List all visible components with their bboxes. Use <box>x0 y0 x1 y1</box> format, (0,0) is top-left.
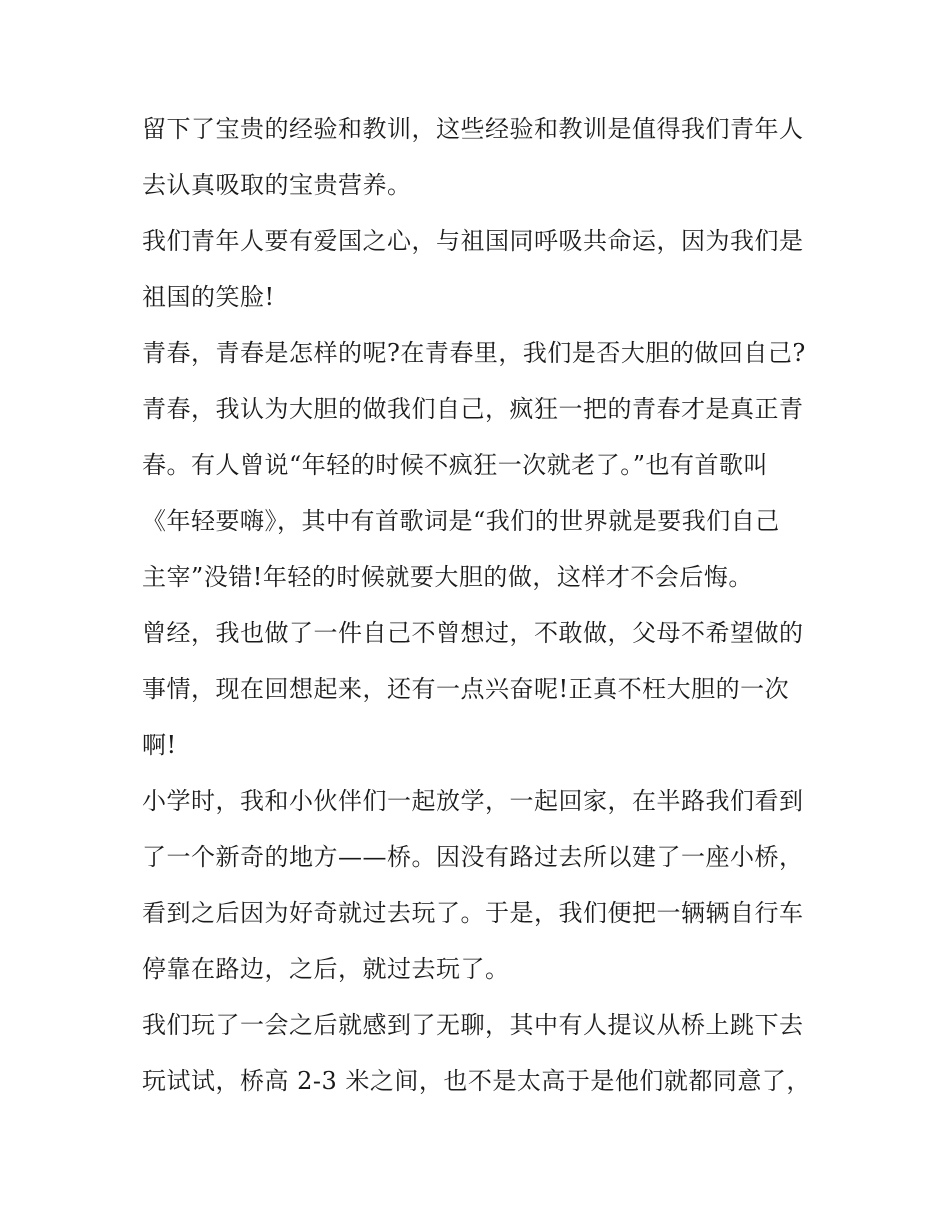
text-line: 了一个新奇的地方——桥。因没有路过去所以建了一座小桥， <box>142 843 804 871</box>
text-line: 啊! <box>142 731 177 759</box>
text-line: 看到之后因为好奇就过去玩了。于是，我们便把一辆辆自行车 <box>142 899 804 927</box>
text-line: 我们玩了一会之后就感到了无聊，其中有人提议从桥上跳下去 <box>142 1011 804 1039</box>
text-line: 祖国的笑脸! <box>142 283 275 311</box>
text-line: 青春，我认为大胆的做我们自己，疯狂一把的青春才是真正青 <box>142 395 804 423</box>
text-line: 玩试试，桥高 2-3 米之间，也不是太高于是他们就都同意了， <box>142 1067 811 1095</box>
text-line: 留下了宝贵的经验和教训，这些经验和教训是值得我们青年人 <box>142 115 804 143</box>
text-line: 去认真吸取的宝贵营养。 <box>142 171 412 199</box>
text-line: 春。有人曾说“年轻的时候不疯狂一次就老了。”也有首歌叫 <box>142 451 769 479</box>
text-line: 停靠在路边，之后，就过去玩了。 <box>142 955 510 983</box>
text-line: 《年轻要嗨》，其中有首歌词是“我们的世界就是要我们自己 <box>142 507 780 535</box>
text-line: 小学时，我和小伙伴们一起放学，一起回家，在半路我们看到 <box>142 787 804 815</box>
text-line: 青春，青春是怎样的呢?在青春里，我们是否大胆的做回自己? <box>142 339 806 367</box>
text-line: 曾经，我也做了一件自己不曾想过，不敢做，父母不希望做的 <box>142 619 804 647</box>
text-line: 事情，现在回想起来，还有一点兴奋呢!正真不枉大胆的一次 <box>142 675 790 703</box>
text-line: 主宰”没错!年轻的时候就要大胆的做，这样才不会后悔。 <box>142 563 753 591</box>
document-body <box>142 101 822 1109</box>
text-line: 我们青年人要有爱国之心，与祖国同呼吸共命运，因为我们是 <box>142 227 804 255</box>
